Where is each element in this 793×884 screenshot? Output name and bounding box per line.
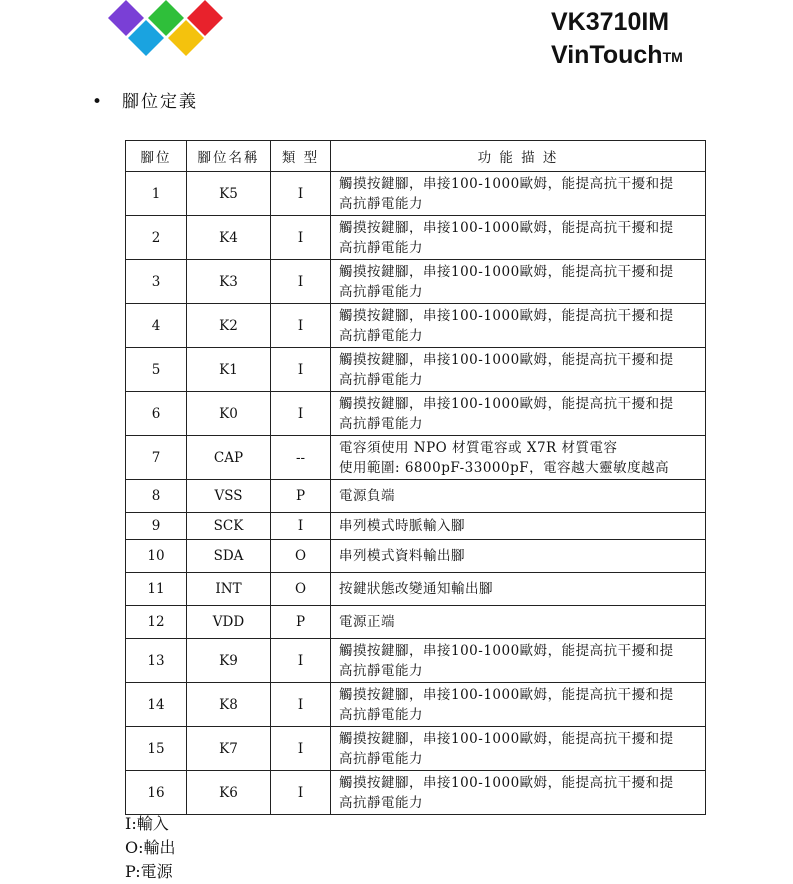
table-row	[126, 348, 706, 392]
section-heading	[92, 87, 198, 112]
pin-type-cell: I	[271, 639, 331, 683]
pin-name-cell: K1	[187, 348, 271, 392]
table-row	[126, 172, 706, 216]
pin-name-cell: K9	[187, 639, 271, 683]
table-row	[126, 392, 706, 436]
description-line-1: 觸摸按鍵腳，串接100-1000歐姆，能提高抗干擾和提	[339, 642, 674, 659]
pin-type-cell: I	[271, 172, 331, 216]
description-cell	[331, 392, 706, 436]
description-line-1: 電容須使用 NPO 材質電容或 X7R 材質電容	[339, 439, 618, 456]
bullet-icon: •	[92, 92, 105, 112]
table-row	[126, 573, 706, 606]
legend-power: P:電源	[125, 862, 173, 881]
pin-number-cell: 11	[126, 573, 187, 606]
pin-name-cell: SCK	[187, 513, 271, 540]
pin-type-cell: O	[271, 573, 331, 606]
pin-number-cell: 8	[126, 480, 187, 513]
product-code: VK3710IM	[551, 8, 670, 36]
table-row	[126, 771, 706, 815]
pin-name-cell: K0	[187, 392, 271, 436]
description-cell	[331, 683, 706, 727]
description-line-2: 高抗靜電能力	[339, 706, 423, 723]
description-cell	[331, 216, 706, 260]
description-line-2: 高抗靜電能力	[339, 794, 423, 811]
header-pin-name: 腳位名稱	[187, 141, 271, 172]
description-line-2: 高抗靜電能力	[339, 662, 423, 679]
table-row	[126, 727, 706, 771]
description-line-1: 觸摸按鍵腳，串接100-1000歐姆，能提高抗干擾和提	[339, 219, 674, 236]
description-line-1: 按鍵狀態改變通知輸出腳	[339, 581, 493, 597]
description-line-1: 觸摸按鍵腳，串接100-1000歐姆，能提高抗干擾和提	[339, 351, 674, 368]
table-row	[126, 216, 706, 260]
description-line-2: 高抗靜電能力	[339, 750, 423, 767]
description-line-2: 高抗靜電能力	[339, 283, 423, 300]
header-type: 類 型	[271, 141, 331, 172]
product-name-text: VinTouch	[551, 41, 663, 69]
trademark-sup: TM	[662, 49, 683, 65]
description-line-1: 觸摸按鍵腳，串接100-1000歐姆，能提高抗干擾和提	[339, 730, 674, 747]
legend-output: O:輸出	[125, 838, 176, 857]
pin-type-cell: I	[271, 513, 331, 540]
description-line-2: 高抗靜電能力	[339, 415, 423, 432]
pin-type-cell: P	[271, 606, 331, 639]
pin-type-cell: --	[271, 436, 331, 480]
type-legend	[125, 812, 176, 884]
table-row	[126, 639, 706, 683]
description-cell	[331, 727, 706, 771]
description-cell	[331, 260, 706, 304]
pin-number-cell: 3	[126, 260, 187, 304]
pin-type-cell: I	[271, 304, 331, 348]
pin-number-cell: 7	[126, 436, 187, 480]
pin-type-cell: O	[271, 540, 331, 573]
table-row	[126, 436, 706, 480]
description-line-2: 高抗靜電能力	[339, 195, 423, 212]
table-row	[126, 480, 706, 513]
pin-number-cell: 1	[126, 172, 187, 216]
table-row	[126, 540, 706, 573]
description-line-1: 觸摸按鍵腳，串接100-1000歐姆，能提高抗干擾和提	[339, 307, 674, 324]
description-cell	[331, 304, 706, 348]
description-line-2: 高抗靜電能力	[339, 371, 423, 388]
description-cell	[331, 573, 706, 606]
pin-number-cell: 4	[126, 304, 187, 348]
description-cell	[331, 606, 706, 639]
table-row	[126, 304, 706, 348]
pin-name-cell: K7	[187, 727, 271, 771]
pin-name-cell: K8	[187, 683, 271, 727]
description-line-2: 使用範圍: 6800pF-33000pF，電容越大靈敏度越高	[339, 459, 670, 476]
pin-number-cell: 10	[126, 540, 187, 573]
pin-number-cell: 13	[126, 639, 187, 683]
table-row	[126, 260, 706, 304]
document-title	[551, 6, 683, 72]
table-row	[126, 683, 706, 727]
description-line-2: 高抗靜電能力	[339, 239, 423, 256]
pin-number-cell: 5	[126, 348, 187, 392]
pin-name-cell: K4	[187, 216, 271, 260]
product-name	[551, 39, 683, 72]
pin-number-cell: 12	[126, 606, 187, 639]
pin-name-cell: CAP	[187, 436, 271, 480]
description-cell	[331, 172, 706, 216]
description-line-1: 電源正端	[339, 614, 395, 630]
table-row	[126, 513, 706, 540]
table-row	[126, 606, 706, 639]
pin-type-cell: I	[271, 771, 331, 815]
description-line-1: 電源負端	[339, 488, 395, 504]
description-cell	[331, 436, 706, 480]
pin-name-cell: VDD	[187, 606, 271, 639]
pin-name-cell: K2	[187, 304, 271, 348]
pin-type-cell: I	[271, 216, 331, 260]
pin-number-cell: 14	[126, 683, 187, 727]
description-cell	[331, 639, 706, 683]
description-cell	[331, 513, 706, 540]
pin-type-cell: I	[271, 683, 331, 727]
company-logo	[108, 0, 226, 60]
section-heading-text: 腳位定義	[122, 92, 198, 112]
description-line-1: 觸摸按鍵腳，串接100-1000歐姆，能提高抗干擾和提	[339, 774, 674, 791]
pin-type-cell: I	[271, 392, 331, 436]
description-line-1: 觸摸按鍵腳，串接100-1000歐姆，能提高抗干擾和提	[339, 686, 674, 703]
description-cell	[331, 771, 706, 815]
pin-name-cell: K5	[187, 172, 271, 216]
description-line-1: 觸摸按鍵腳，串接100-1000歐姆，能提高抗干擾和提	[339, 263, 674, 280]
pin-name-cell: VSS	[187, 480, 271, 513]
pin-number-cell: 6	[126, 392, 187, 436]
pin-name-cell: SDA	[187, 540, 271, 573]
pin-name-cell: INT	[187, 573, 271, 606]
description-line-1: 串列模式資料輸出腳	[339, 548, 465, 564]
description-cell	[331, 348, 706, 392]
legend-input: I:輸入	[125, 814, 169, 833]
pin-type-cell: I	[271, 348, 331, 392]
pin-number-cell: 15	[126, 727, 187, 771]
description-cell	[331, 480, 706, 513]
pin-type-cell: I	[271, 260, 331, 304]
description-line-1: 串列模式時脈輸入腳	[339, 518, 465, 534]
description-line-2: 高抗靜電能力	[339, 327, 423, 344]
pin-type-cell: I	[271, 727, 331, 771]
table-header-row	[126, 141, 706, 172]
pin-definition-table	[125, 140, 706, 815]
description-cell	[331, 540, 706, 573]
description-line-1: 觸摸按鍵腳，串接100-1000歐姆，能提高抗干擾和提	[339, 175, 674, 192]
pin-name-cell: K6	[187, 771, 271, 815]
header-description: 功 能 描 述	[331, 141, 706, 172]
pin-number-cell: 2	[126, 216, 187, 260]
description-line-1: 觸摸按鍵腳，串接100-1000歐姆，能提高抗干擾和提	[339, 395, 674, 412]
pin-type-cell: P	[271, 480, 331, 513]
table-body	[126, 172, 706, 815]
pin-number-cell: 16	[126, 771, 187, 815]
header-pin: 腳位	[126, 141, 187, 172]
pin-number-cell: 9	[126, 513, 187, 540]
pin-name-cell: K3	[187, 260, 271, 304]
